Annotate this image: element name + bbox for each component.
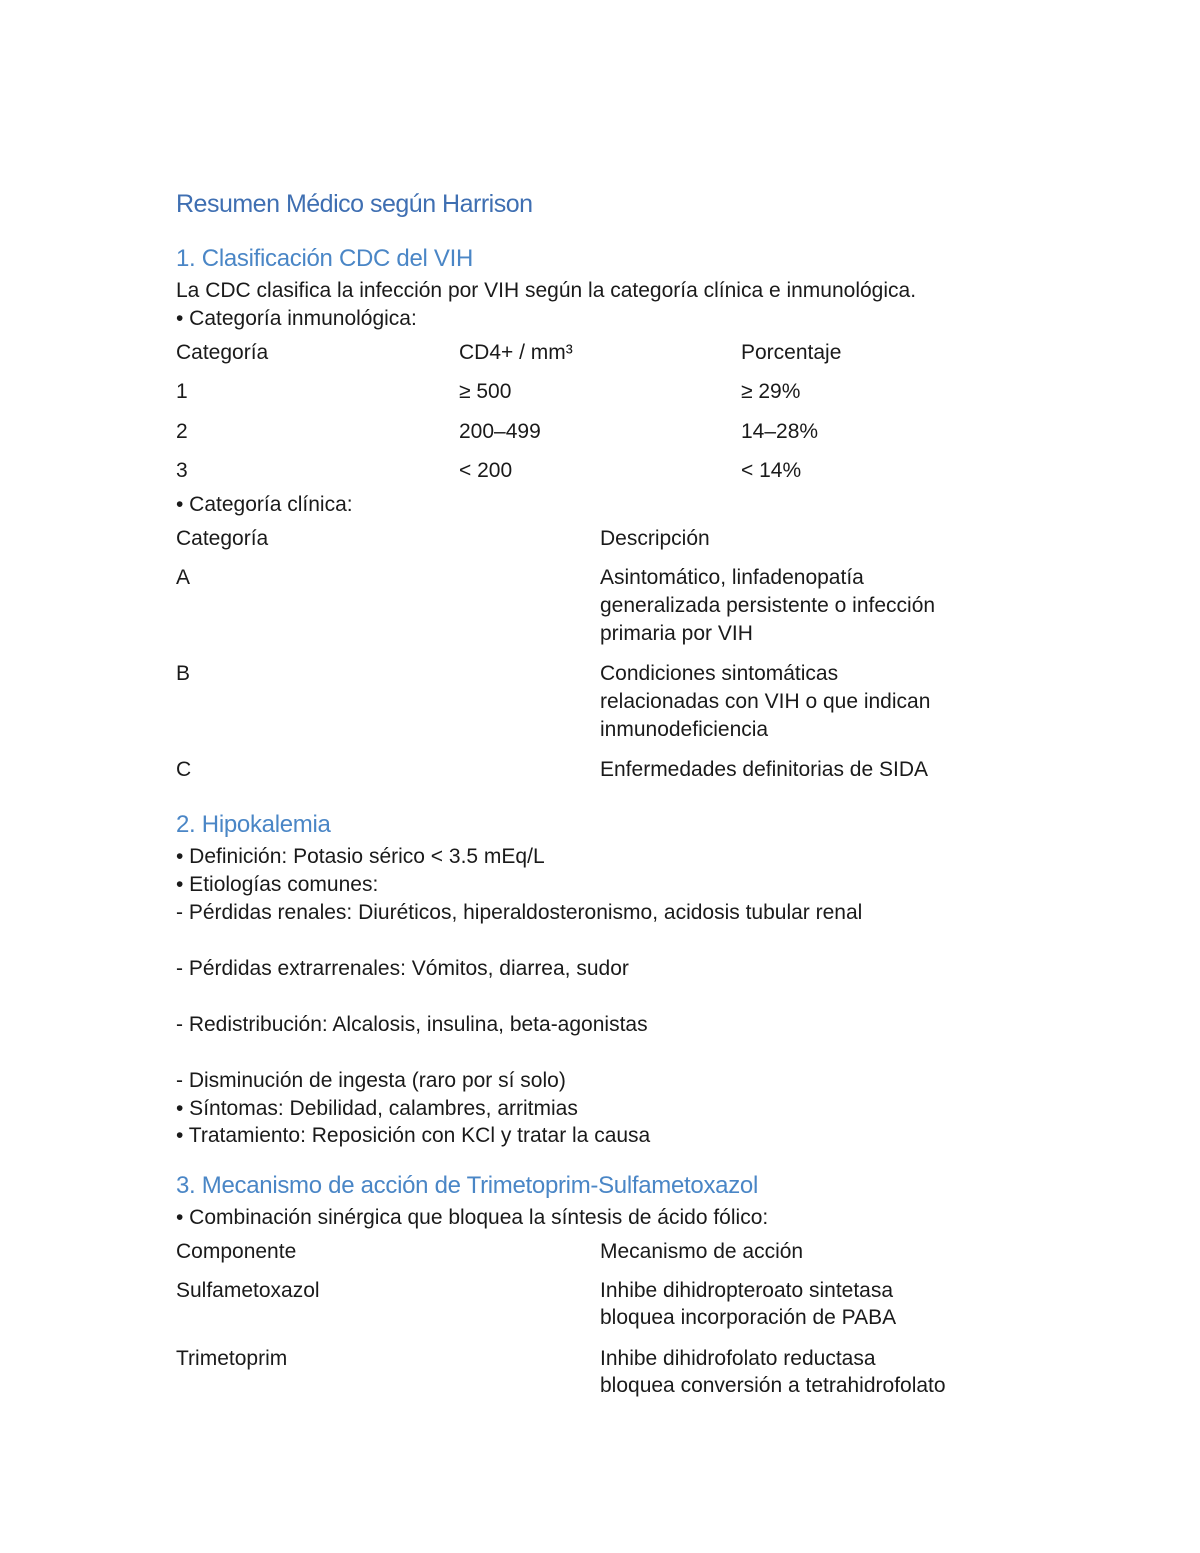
mechanism-row-2-action-line-2: bloquea conversión a tetrahidrofolato — [600, 1374, 946, 1397]
immuno-category-label: • Categoría inmunológica: — [176, 307, 417, 330]
clinical-row-c-desc-line-1: Enfermedades definitorias de SIDA — [600, 758, 929, 781]
section-2-heading: 2. Hipokalemia — [176, 811, 331, 838]
hipokalemia-line-etiologies: • Etiologías comunes: — [176, 873, 379, 896]
immuno-header-cd4: CD4+ / mm³ — [459, 341, 573, 364]
section-1-intro: La CDC clasifica la infección por VIH según la categoría clínica e inmunológica. — [176, 279, 917, 302]
hipokalemia-line-treatment: • Tratamiento: Reposición con KCl y tratar la causa — [176, 1124, 651, 1147]
mechanism-row-2-component: Trimetoprim — [176, 1347, 288, 1370]
clinical-row-a-desc-line-1: Asintomático, linfadenopatía — [600, 566, 864, 589]
immuno-row-3-category: 3 — [176, 459, 188, 482]
immuno-row-2-cd4: 200–499 — [459, 420, 541, 443]
immuno-header-category: Categoría — [176, 341, 269, 364]
mechanism-row-2-action-line-1: Inhibe dihidrofolato reductasa — [600, 1347, 876, 1370]
clinical-header-description: Descripción — [600, 527, 710, 550]
clinical-row-a-desc-line-3: primaria por VIH — [600, 622, 753, 645]
clinical-row-a-desc-line-2: generalizada persistente o infección — [600, 594, 936, 617]
mechanism-row-1-component: Sulfametoxazol — [176, 1279, 320, 1302]
immuno-row-2-percent: 14–28% — [741, 420, 819, 443]
clinical-row-b-desc-line-3: inmunodeficiencia — [600, 718, 769, 741]
mechanism-header-component: Componente — [176, 1240, 297, 1263]
immuno-row-1-cd4: ≥ 500 — [459, 380, 512, 403]
hipokalemia-line-definition: • Definición: Potasio sérico < 3.5 mEq/L — [176, 845, 545, 868]
clinical-row-b-desc-line-2: relacionadas con VIH o que indican — [600, 690, 931, 713]
mechanism-header-action: Mecanismo de acción — [600, 1240, 804, 1263]
clinical-row-a-category: A — [176, 566, 191, 589]
section-3-heading: 3. Mecanismo de acción de Trimetoprim-Sulfametoxazol — [176, 1172, 758, 1199]
immuno-row-1-percent: ≥ 29% — [741, 380, 801, 403]
clinical-row-c-category: C — [176, 758, 192, 781]
hipokalemia-line-extrarenal: - Pérdidas extrarrenales: Vómitos, diarrea, sudor — [176, 957, 629, 980]
immuno-row-3-cd4: < 200 — [459, 459, 513, 482]
clinical-header-category: Categoría — [176, 527, 269, 550]
section-3-intro: • Combinación sinérgica que bloquea la síntesis de ácido fólico: — [176, 1206, 769, 1229]
immuno-row-1-category: 1 — [176, 380, 188, 403]
hipokalemia-line-redistribution: - Redistribución: Alcalosis, insulina, beta-agonistas — [176, 1013, 648, 1036]
document-title: Resumen Médico según Harrison — [176, 190, 533, 218]
clinical-row-b-desc-line-1: Condiciones sintomáticas — [600, 662, 839, 685]
hipokalemia-line-symptoms: • Síntomas: Debilidad, calambres, arritmias — [176, 1097, 578, 1120]
immuno-row-2-category: 2 — [176, 420, 188, 443]
section-1-heading: 1. Clasificación CDC del VIH — [176, 245, 474, 272]
clinical-category-label: • Categoría clínica: — [176, 493, 353, 516]
immuno-header-percent: Porcentaje — [741, 341, 842, 364]
clinical-row-b-category: B — [176, 662, 191, 685]
immuno-row-3-percent: < 14% — [741, 459, 802, 482]
mechanism-row-1-action-line-2: bloquea incorporación de PABA — [600, 1306, 897, 1329]
hipokalemia-line-intake: - Disminución de ingesta (raro por sí solo) — [176, 1069, 566, 1092]
hipokalemia-line-renal: - Pérdidas renales: Diuréticos, hiperaldosteronismo, acidosis tubular renal — [176, 901, 863, 924]
mechanism-row-1-action-line-1: Inhibe dihidropteroato sintetasa — [600, 1279, 894, 1302]
